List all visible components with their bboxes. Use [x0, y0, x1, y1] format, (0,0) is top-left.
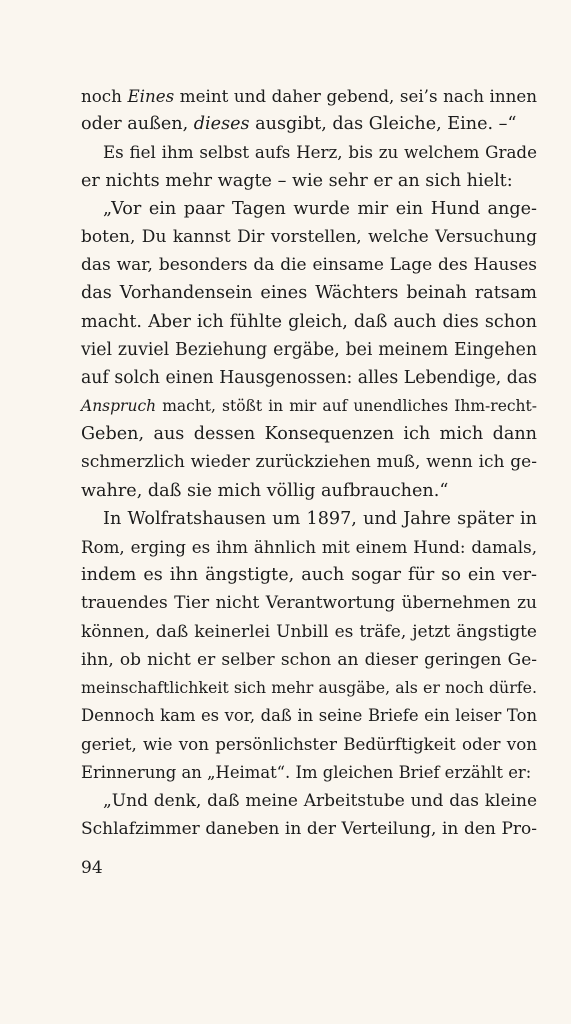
emphasized-word: Eines: [127, 86, 175, 106]
paragraph-start-line: „Vor ein paar Tagen wurde mir ein Hund ange-: [103, 198, 537, 219]
text-line: schmerzlich wieder zurückziehen muß, wenn ich ge-: [81, 452, 537, 473]
emphasized-word: dieses: [193, 114, 250, 135]
text-run: macht, stößt in mir auf unendliches Ihm-recht-: [156, 397, 537, 416]
text-line: auf solch einen Hausgenossen: alles Lebendige, das: [81, 367, 537, 388]
paragraph-start-line: In Wolfratshausen um 1897, und Jahre später in: [103, 508, 537, 529]
text-line: er nichts mehr wagte – wie sehr er an sich hielt:: [81, 170, 513, 191]
text-line: [81, 392, 537, 420]
text-line: macht. Aber ich fühlte gleich, daß auch dies schon: [81, 311, 537, 332]
text-line: [81, 110, 537, 138]
text-run: noch: [81, 86, 128, 106]
text-run: oder außen,: [81, 114, 194, 135]
text-line: wahre, daß sie mich völlig aufbrauchen.“: [81, 480, 449, 501]
text-line: geriet, wie von persönlichster Bedürftigkeit oder von: [81, 734, 537, 755]
text-line: ihn, ob nicht er selber schon an dieser geringen Ge-: [81, 649, 537, 670]
text-line: das Vorhandensein eines Wächters beinah ratsam: [81, 283, 537, 304]
text-line: trauendes Tier nicht Verantwortung übernehmen zu: [81, 593, 537, 614]
text-line: das war, besonders da die einsame Lage des Hauses: [81, 255, 537, 276]
text-line: Rom, erging es ihm ähnlich mit einem Hund: damals,: [81, 537, 537, 557]
text-run: ausgibt, das Gleiche, Eine. –“: [249, 114, 517, 135]
text-line: [81, 82, 537, 110]
emphasized-word: Anspruch: [81, 397, 157, 416]
page-number: 94: [81, 858, 103, 878]
text-line: viel zuviel Beziehung ergäbe, bei meinem Eingehen: [81, 339, 537, 360]
text-line: meinschaftlichkeit sich mehr ausgäbe, als er noch dürfe.: [81, 677, 537, 697]
text-line: können, daß keinerlei Unbill es träfe, jetzt ängstigte: [81, 621, 537, 642]
paragraph-start-line: Es fiel ihm selbst aufs Herz, bis zu welchem Grade: [103, 142, 537, 163]
body-text: [81, 82, 537, 843]
text-run: meint und daher gebend, sei’s nach innen: [174, 86, 537, 106]
text-line: boten, Du kannst Dir vorstellen, welche Versuchung: [81, 226, 537, 247]
text-line: Erinnerung an „Heimat“. Im gleichen Brief erzählt er:: [81, 762, 532, 782]
text-line: Dennoch kam es vor, daß in seine Briefe ein leiser Ton: [81, 706, 537, 726]
text-line: Schlafzimmer daneben in der Verteilung, in den Pro-: [81, 818, 537, 839]
paragraph-start-line: „Und denk, daß meine Arbeitstube und das kleine: [103, 790, 537, 811]
text-line: Geben, aus dessen Konsequenzen ich mich dann: [81, 424, 537, 445]
text-line: indem es ihn ängstigte, auch sogar für so ein ver-: [81, 565, 537, 586]
